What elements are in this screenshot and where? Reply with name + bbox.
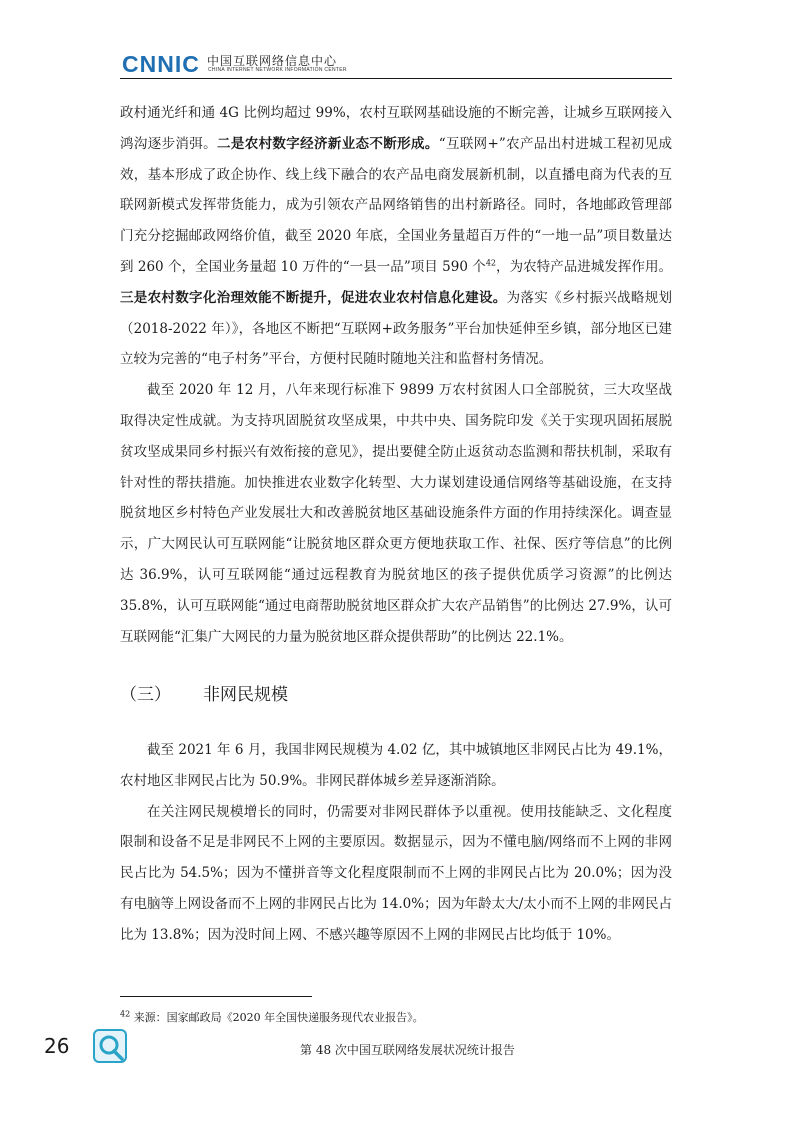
cnnic-logo: CNNIC [122, 51, 200, 77]
paragraph-rural-digital [120, 98, 672, 375]
paragraph-text: 政村通光纤和通 4G 比例均超过 99%，农村互联网基础设施的不断完善，让城乡互联网接入鸿沟逐步消弭。 [120, 105, 672, 152]
footnote-divider [120, 996, 312, 997]
footnote-number: 42 [120, 1009, 131, 1019]
page-number: 26 [44, 1034, 70, 1058]
body-text-lower [120, 735, 672, 951]
body-text-upper [120, 98, 672, 652]
paragraph-text: “互联网+”农产品出村进城工程初见成效，基本形成了政企协作、线上线下融合的农产品电商发展新机制，以直播电商为代表的互联网新模式发挥带货能力，成为引领农产品网络销售的出村新路径。同时，各地邮政管理部门充分挖掘邮政网络价值，截至 2020 年底，全国业务量超百万件的“一地一品”项目数量达到 260 个，全国业务量超 10 万件的“一县一品”项目 590 个 [120, 135, 673, 275]
paragraph-non-netizen-scale: 截至 2021 年 6 月，我国非网民规模为 4.02 亿，其中城镇地区非网民占比为 49.1%，农村地区非网民占比为 50.9%。非网民群体城乡差异逐渐消除。 [120, 742, 672, 789]
paragraph-non-netizen-reasons: 在关注网民规模增长的同时，仍需要对非网民群体予以重视。使用技能缺乏、文化程度限制和设备不足是非网民不上网的主要原因。数据显示，因为不懂电脑/网络而不上网的非网民占比为 54.5%；因为不懂拼音等文化程度限制而不上网的非网民占比为 20.0%；因为没有电脑等上网设备而不上网的非网民占比为 14.0%；因为年龄太大/太小而不上网的非网民占比为 13.8%；因为没时间上网、不感兴趣等原因不上网的非网民占比均低于 10%。 [120, 803, 672, 943]
section-title: 非网民规模 [203, 685, 288, 705]
paragraph-poverty-alleviation: 截至 2020 年 12 月，八年来现行标准下 9899 万农村贫困人口全部脱贫，三大攻坚战取得决定性成就。为支持巩固脱贫攻坚成果，中共中央、国务院印发《关于实现巩固拓展脱贫攻坚成果同乡村振兴有效衔接的意见》，提出要健全防止返贫动态监测和帮扶机制，采取有针对性的帮扶措施。加快推进农业数字化转型、大力谋划建设通信网络等基础设施，在支持脱贫地区乡村特色产业发展壮大和改善脱贫地区基础设施条件方面的作用持续深化。调查显示，广大网民认可互联网能“让脱贫地区群众更方便地获取工作、社保、医疗等信息”的比例达 36.9%，认可互联网能“通过远程教育为脱贫地区的孩子提供优质学习资源”的比例达 35.8%，认可互联网能“通过电商帮助脱贫地区群众扩大农产品销售”的比例达 27.9%，认可互联网能“汇集广大网民的力量为脱贫地区群众提供帮助”的比例达 22.1%。 [120, 382, 672, 645]
bold-point-two: 二是农村数字经济新业态不断形成。 [217, 135, 439, 152]
logo-chinese-name: 中国互联网络信息中心 [207, 54, 338, 68]
bold-point-three: 三是农村数字化治理效能不断提升，促进农业农村信息化建设。 [120, 289, 507, 306]
section-number: （三） [120, 685, 171, 705]
logo-english-name: CHINA INTERNET NETWORK INFORMATION CENTER [208, 67, 347, 73]
page-header [120, 48, 672, 79]
paragraph-text: ，为农特产品进城发挥作用。 [496, 258, 673, 275]
footnote-ref: 42 [485, 258, 496, 268]
footnote [120, 1009, 424, 1025]
magnifier-icon [92, 1028, 128, 1064]
section-heading [120, 680, 288, 705]
footnote-text: 来源：国家邮政局《2020 年全国快递服务现代农业报告》。 [133, 1011, 424, 1024]
paragraph-text: 为落实《乡村振兴战略规划（2018-2022 年）》，各地区不断把“互联网+政务服务”平台加快延伸至乡镇，部分地区已建立较为完善的“电子村务”平台，方便村民随时随地关注和监督村务情况。 [120, 289, 673, 368]
report-title: 第 48 次中国互联网络发展状况统计报告 [300, 1043, 515, 1057]
